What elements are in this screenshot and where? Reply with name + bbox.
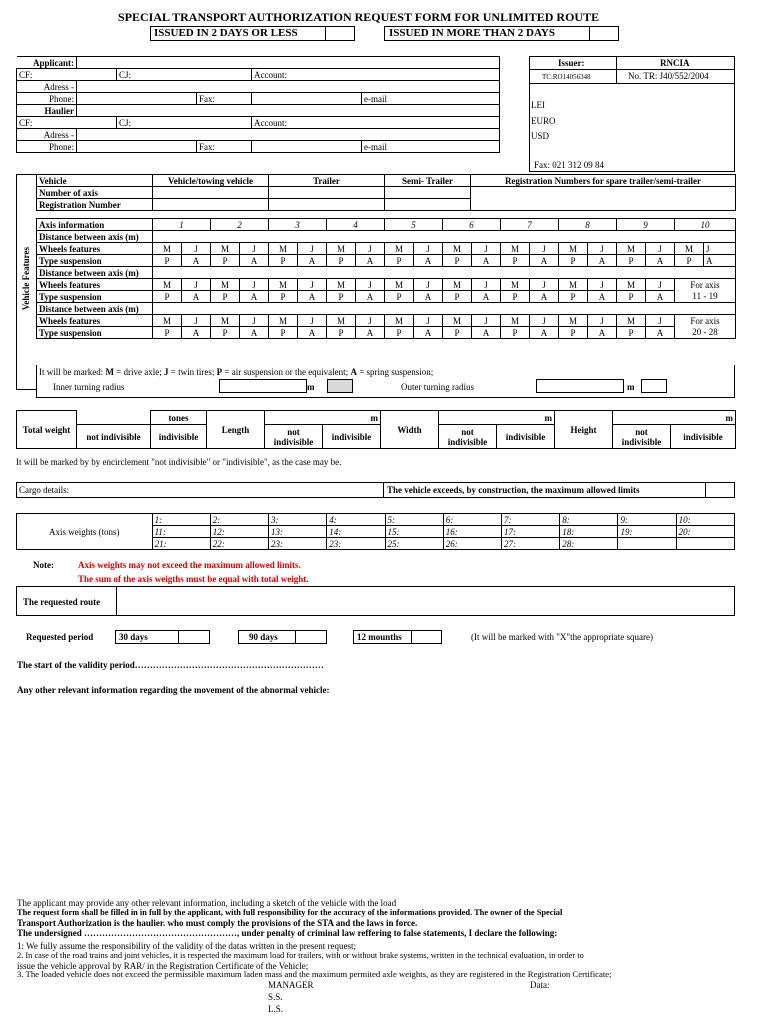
suspension-code[interactable]: P [501, 255, 530, 267]
wheel-code[interactable]: J [240, 243, 269, 255]
height-not-indivisible[interactable]: not indivisible [613, 425, 671, 449]
wheel-code[interactable]: M [211, 243, 240, 255]
suspension-code[interactable]: P [443, 255, 472, 267]
suspension-code[interactable]: A [414, 255, 443, 267]
vehicle-col-label: Vehicle [37, 175, 153, 187]
applicant-phone-label: Phone: [17, 93, 77, 105]
wheel-code[interactable]: M [617, 243, 646, 255]
weight-indivisible[interactable]: indivisible [151, 425, 207, 449]
suspension-code[interactable]: P [327, 255, 356, 267]
suspension-code[interactable]: P [211, 327, 240, 339]
period-hint: (It will be marked with "X"the appropriate square) [471, 632, 654, 642]
axis-weight-cell[interactable]: 1: [152, 514, 210, 526]
distance-axis-label: Distance between axis (m) [37, 267, 153, 279]
axis-weight-cell[interactable]: 15: [385, 526, 443, 538]
period-90-days-checkbox[interactable] [295, 630, 327, 644]
axis-number: 8 [559, 219, 617, 231]
suspension-code[interactable]: P [617, 255, 646, 267]
axis-weight-cell[interactable]: 14: [327, 526, 385, 538]
wheel-code[interactable]: J [588, 243, 617, 255]
wheel-code[interactable]: M [211, 279, 240, 291]
suspension-code[interactable]: P [153, 255, 182, 267]
length-label: Length [207, 411, 265, 449]
width-label: Width [381, 411, 439, 449]
wheel-code[interactable]: J [298, 243, 327, 255]
towing-vehicle-col: Vehicle/towing vehicle [153, 175, 269, 187]
applicant-haulier-table [16, 56, 500, 153]
suspension-code[interactable]: P [327, 327, 356, 339]
wheel-code[interactable]: M [617, 279, 646, 291]
axis-weight-cell[interactable]: 2: [210, 514, 268, 526]
registration-number-label: Registration Number [37, 199, 153, 211]
height-unit: m [725, 412, 733, 423]
suspension-code[interactable]: A [588, 255, 617, 267]
axis-weight-cell[interactable]: 16: [443, 526, 501, 538]
applicant-cf-field[interactable]: CF: [17, 69, 117, 81]
axis-weight-cell[interactable]: 28: [560, 538, 618, 550]
axis-weight-cell[interactable]: 9: [618, 514, 676, 526]
axis-weight-cell[interactable]: 13: [269, 526, 327, 538]
suspension-code[interactable]: P [211, 291, 240, 303]
applicant-account-field[interactable]: Account: [252, 69, 500, 81]
vehicle-exceeds-checkbox[interactable] [706, 483, 734, 497]
issuer-name: RNCIA [660, 58, 690, 68]
trailer-col: Trailer [269, 175, 385, 187]
wheel-code[interactable]: J [182, 243, 211, 255]
wheel-code[interactable]: J [240, 315, 269, 327]
note-axis-limits: Axis weights may not exceed the maximum allowed limits. [78, 560, 301, 570]
wheel-code[interactable]: J [298, 315, 327, 327]
period-90-days: 90 days [238, 630, 296, 644]
wheels-features-label: Wheels features [37, 243, 153, 255]
axis-number: 3 [269, 219, 327, 231]
suspension-code[interactable]: A [240, 291, 269, 303]
other-info-label: Any other relevant information regarding the movement of the abnormal vehicle: [17, 685, 330, 695]
suspension-code[interactable]: P [501, 291, 530, 303]
wheel-code[interactable]: M [443, 279, 472, 291]
suspension-code[interactable]: A [298, 291, 327, 303]
period-12-months: 12 mounths [353, 630, 412, 644]
suspension-code[interactable]: A [414, 291, 443, 303]
axis-weight-cell[interactable]: 8: [560, 514, 618, 526]
wheel-code[interactable]: M [153, 243, 182, 255]
distance-axis-field[interactable] [153, 231, 736, 243]
requested-route-label: The requested route [23, 597, 101, 607]
tones-unit: tones [151, 411, 207, 425]
suspension-code[interactable]: P [443, 327, 472, 339]
suspension-code[interactable]: P [269, 291, 298, 303]
wheel-code[interactable]: M [211, 315, 240, 327]
axis-weight-cell[interactable]: 18: [560, 526, 618, 538]
suspension-code[interactable]: A [588, 291, 617, 303]
axis-number: 10 [675, 219, 736, 231]
vehicle-features-label: Vehicle Features [21, 247, 31, 311]
distance-axis-label: Distance between axis (m) [37, 303, 153, 315]
cargo-row [16, 482, 735, 498]
wheel-code[interactable]: J [588, 315, 617, 327]
wheel-code[interactable]: J [530, 243, 559, 255]
issued-long-label: ISSUED IN MORE THAN 2 DAYS [384, 26, 590, 41]
note-axis-sum: The sum of the axis weigths must be equal with total weight. [78, 574, 309, 584]
wheel-code[interactable]: J [588, 279, 617, 291]
axis-weight-empty [676, 538, 734, 550]
axis-number: 9 [617, 219, 675, 231]
vehicle-axis-table [36, 218, 736, 339]
stamp-ls: L.S. [268, 1004, 284, 1014]
haulier-cj-field[interactable]: CJ: [117, 117, 252, 129]
wheel-code[interactable]: J [182, 315, 211, 327]
currency-lei: LEI [531, 100, 545, 110]
axis-weights-table [16, 513, 735, 550]
suspension-code[interactable]: P [501, 327, 530, 339]
issuer-block [529, 56, 735, 172]
suspension-code[interactable]: A [356, 327, 385, 339]
vehicle-exceeds-label: The vehicle exceeds, by construction, the maximum allowed limits [387, 485, 640, 495]
suspension-code[interactable]: P [617, 291, 646, 303]
for-axis-label: For axis [690, 315, 720, 326]
suspension-code[interactable]: A [182, 327, 211, 339]
axis-weight-cell[interactable]: 7: [501, 514, 559, 526]
axis-number: 2 [211, 219, 269, 231]
suspension-code[interactable]: A [530, 327, 559, 339]
spare-reg-col: Registration Numbers for spare trailer/semi-trailer [471, 175, 736, 187]
suspension-code[interactable]: P [617, 327, 646, 339]
wheel-code[interactable]: J [530, 279, 559, 291]
height-indivisible[interactable]: indivisible [671, 425, 736, 449]
suspension-code[interactable]: A [182, 255, 211, 267]
wheel-code[interactable]: M [675, 243, 704, 255]
inner-radius-shaded [327, 379, 353, 393]
haulier-account-field[interactable]: Account: [252, 117, 500, 129]
suspension-code[interactable]: P [327, 291, 356, 303]
issued-short-checkbox[interactable] [325, 26, 355, 41]
suspension-code[interactable]: P [153, 327, 182, 339]
suspension-code[interactable]: A [240, 255, 269, 267]
wheel-code[interactable]: J [240, 279, 269, 291]
axis-weight-cell[interactable]: 5: [385, 514, 443, 526]
declaration-item-3: 3. The loaded vehicle does not exceed the permissible maximum laden mass and the maximum permited axle weights, as they are registered in the Registration Certificate; [17, 969, 612, 979]
applicant-email-field[interactable]: e-mail [362, 93, 500, 105]
axis-information-label: Axis information [37, 219, 153, 231]
declaration-item-1: 1: We fully assume the responsibility of the validity of the datas written in the present request; [17, 941, 357, 951]
haulier-cf-field[interactable]: CF: [17, 117, 117, 129]
axis-number: 6 [443, 219, 501, 231]
wheel-code[interactable]: J [646, 243, 675, 255]
wheel-code[interactable]: J [298, 279, 327, 291]
applicant-name-field[interactable] [77, 57, 500, 69]
date-label: Data: [530, 980, 550, 990]
outer-radius-unit: m [627, 382, 635, 392]
inner-radius-field[interactable] [219, 379, 307, 393]
length-field[interactable] [265, 411, 381, 425]
other-info-area[interactable] [17, 700, 735, 890]
width-indivisible[interactable]: indivisible [497, 425, 555, 449]
length-indivisible[interactable]: indivisible [323, 425, 381, 449]
total-weight-label: Total weight [17, 411, 77, 449]
towing-axis-field[interactable] [153, 187, 269, 199]
haulier-fax-field[interactable] [252, 141, 362, 153]
axis-weight-cell[interactable]: 10: [676, 514, 734, 526]
haulier-fax-label: Fax: [197, 141, 252, 153]
wheel-code[interactable]: M [617, 315, 646, 327]
trailer-reg-field[interactable] [269, 199, 385, 211]
signature-ss: S.S. [268, 992, 283, 1002]
declaration-item-2b: issue the vehicle approval by RAR/ in the Registration Certificate of the Vehicle; [17, 961, 309, 971]
outer-radius-label: Outer turning radius [401, 382, 474, 392]
haulier-phone-field[interactable] [77, 141, 197, 153]
axis-weight-cell[interactable]: 4: [327, 514, 385, 526]
footer-line-1: The applicant may provide any other relevant information, including a sketch of the vehicle with the load [17, 898, 397, 908]
wheel-code[interactable]: M [269, 243, 298, 255]
wheel-code[interactable]: M [153, 279, 182, 291]
validity-period[interactable]: The start of the validity period……………………………………………………… [17, 660, 324, 670]
axis-weight-cell[interactable]: 19: [618, 526, 676, 538]
inner-radius-label: Inner turning radius [53, 382, 125, 392]
wheel-code[interactable]: J [472, 279, 501, 291]
suspension-code[interactable]: A [472, 291, 501, 303]
type-suspension-label: Type suspension [37, 327, 153, 339]
wheel-code[interactable]: J [414, 315, 443, 327]
axis-weight-cell[interactable]: 6: [443, 514, 501, 526]
suspension-code[interactable]: A [646, 291, 675, 303]
wheel-code[interactable]: M [443, 243, 472, 255]
axis-weight-cell[interactable]: 22: [210, 538, 268, 550]
distance-axis-label: Distance between axis (m) [37, 231, 153, 243]
height-field[interactable] [613, 411, 736, 425]
outer-radius-box[interactable] [641, 379, 667, 393]
inner-radius-unit: m [307, 382, 315, 392]
note-label: Note: [33, 560, 54, 570]
width-unit: m [544, 412, 552, 423]
requested-period-label: Requested period [26, 632, 94, 642]
footer-line-4: The undersigned ……………………………………………, under penalty of criminal law reffering to false statements, I declare the following: [17, 928, 558, 938]
period-12-months-checkbox[interactable] [411, 630, 442, 644]
axis-weight-cell[interactable]: 21: [152, 538, 210, 550]
axis-weight-cell[interactable]: 26: [443, 538, 501, 550]
suspension-code[interactable]: A [704, 255, 736, 267]
form-title: SPECIAL TRANSPORT AUTHORIZATION REQUEST FORM FOR UNLIMITED ROUTE [118, 10, 600, 24]
issuer-tr-number: No. TR: J40/552/2004 [628, 71, 709, 81]
manager-label: MANAGER [268, 980, 314, 990]
wheel-code[interactable]: M [559, 279, 588, 291]
haulier-heading: Haulier [17, 105, 77, 117]
wheel-code[interactable]: M [327, 279, 356, 291]
number-of-axis-label: Number of axis [37, 187, 153, 199]
issuer-code: TC:RO14056348 [542, 73, 591, 81]
suspension-code[interactable]: A [356, 255, 385, 267]
wheel-code[interactable]: J [356, 279, 385, 291]
width-field[interactable] [439, 411, 555, 425]
axis-weight-cell[interactable]: 25: [385, 538, 443, 550]
wheel-code[interactable]: M [501, 243, 530, 255]
suspension-code[interactable]: A [182, 291, 211, 303]
haulier-email-field[interactable]: e-mail [362, 141, 500, 153]
wheel-code[interactable]: J [646, 315, 675, 327]
suspension-code[interactable]: P [385, 255, 414, 267]
dimensions-table [16, 410, 736, 449]
wheel-code[interactable]: M [501, 279, 530, 291]
suspension-code[interactable]: P [559, 327, 588, 339]
outer-radius-field[interactable] [536, 379, 624, 393]
issued-long-checkbox[interactable] [589, 26, 619, 41]
cargo-details-label: Cargo details: [19, 485, 70, 495]
suspension-code[interactable]: P [269, 327, 298, 339]
length-unit: m [370, 412, 378, 423]
semi-trailer-col: Semi- Trailer [385, 175, 471, 187]
requested-route-field[interactable] [117, 587, 734, 615]
axis-weight-cell[interactable]: 3: [269, 514, 327, 526]
wheel-code[interactable]: M [269, 315, 298, 327]
spare-reg-field[interactable] [471, 187, 736, 211]
wheel-code[interactable]: J [704, 243, 736, 255]
applicant-fax-field[interactable] [252, 93, 362, 105]
axis-weight-cell[interactable]: 20: [676, 526, 734, 538]
wheel-code[interactable]: J [414, 279, 443, 291]
suspension-code[interactable]: P [269, 255, 298, 267]
type-suspension-label: Type suspension [37, 255, 153, 267]
axis-number: 1 [153, 219, 211, 231]
towing-reg-field[interactable] [153, 199, 269, 211]
semi-reg-field[interactable] [385, 199, 471, 211]
axis-weight-cell[interactable]: 12: [210, 526, 268, 538]
suspension-code[interactable]: P [385, 291, 414, 303]
vehicle-top-table [36, 174, 736, 211]
issuer-fax: Fax: 021 312 09 84 [534, 160, 605, 170]
weight-not-indivisible[interactable]: not indivisible [77, 425, 151, 449]
suspension-code[interactable]: A [530, 255, 559, 267]
dimensions-note: It will be marked by by encirclement "not indivisible" or "indivisible", as the case may be. [16, 457, 342, 467]
applicant-cj-field[interactable]: CJ: [117, 69, 252, 81]
for-axis-11-19 [675, 279, 736, 303]
wheel-code[interactable]: M [559, 243, 588, 255]
wheel-code[interactable]: J [646, 279, 675, 291]
currency-usd: USD [531, 131, 550, 141]
wheel-code[interactable]: M [153, 315, 182, 327]
suspension-code[interactable]: P [443, 291, 472, 303]
width-not-indivisible[interactable]: not indivisible [439, 425, 497, 449]
period-30-days: 30 days [115, 630, 179, 644]
footer-line-3: Transport Authorization is the haulier. who must comply the provisions of the STA and the laws in force. [17, 918, 418, 928]
axis-weight-cell[interactable]: 27: [501, 538, 559, 550]
suspension-code[interactable]: A [240, 327, 269, 339]
semi-axis-field[interactable] [385, 187, 471, 199]
distance-axis-field[interactable] [153, 267, 736, 279]
axis-weight-cell[interactable]: 23: [269, 538, 327, 550]
axis-weight-empty [618, 538, 676, 550]
issuer-label: Issuer: [558, 58, 585, 68]
axis-number: 5 [385, 219, 443, 231]
wheel-code[interactable]: J [472, 243, 501, 255]
suspension-code[interactable]: P [559, 255, 588, 267]
type-suspension-label: Type suspension [37, 291, 153, 303]
footer-line-2: The request form shall be filled in in full by the applicant, with full responsibility for the accuracy of the informations provided. The owner of the Special [17, 908, 563, 917]
trailer-axis-field[interactable] [269, 187, 385, 199]
suspension-code[interactable]: P [385, 327, 414, 339]
length-not-indivisible[interactable]: not indivisible [265, 425, 323, 449]
wheels-features-label: Wheels features [37, 315, 153, 327]
applicant-address-field[interactable] [77, 81, 500, 93]
applicant-address-label: Adress - [17, 81, 77, 93]
legend-box [36, 365, 735, 398]
axis-number: 7 [501, 219, 559, 231]
wheel-code[interactable]: M [501, 315, 530, 327]
suspension-code[interactable]: P [153, 291, 182, 303]
wheel-code[interactable]: J [472, 315, 501, 327]
period-30-days-checkbox[interactable] [178, 630, 210, 644]
suspension-code[interactable]: A [356, 291, 385, 303]
wheel-code[interactable]: M [269, 279, 298, 291]
declaration-item-2a: 2. In case of the road trains and joint vehicles, it is respected the maximum load for trailers, with or without brake systems, written in the technical evaluation, in order to [17, 951, 584, 960]
suspension-code[interactable]: A [414, 327, 443, 339]
suspension-code[interactable]: A [646, 255, 675, 267]
wheel-code[interactable]: M [443, 315, 472, 327]
wheel-code[interactable]: M [327, 243, 356, 255]
distance-axis-field[interactable] [153, 303, 736, 315]
issued-short-label: ISSUED IN 2 DAYS OR LESS [150, 26, 326, 41]
suspension-code[interactable]: A [646, 327, 675, 339]
wheel-code[interactable]: M [327, 315, 356, 327]
for-axis-20-28 [675, 315, 736, 339]
suspension-code[interactable]: A [530, 291, 559, 303]
applicant-fax-label: Fax: [197, 93, 252, 105]
legend-text: It will be marked: M = drive axle; J = twin tires; P = air suspension or the equivalent; A = spring suspension; [39, 367, 434, 377]
suspension-code[interactable]: A [472, 255, 501, 267]
suspension-code[interactable]: P [559, 291, 588, 303]
wheel-code[interactable]: M [385, 279, 414, 291]
currency-euro: EURO [531, 116, 556, 126]
wheel-code[interactable]: J [530, 315, 559, 327]
haulier-name-field[interactable] [77, 105, 500, 117]
wheels-features-label: Wheels features [37, 279, 153, 291]
suspension-code[interactable]: A [472, 327, 501, 339]
suspension-code[interactable]: A [298, 255, 327, 267]
wheel-code[interactable]: M [559, 315, 588, 327]
wheel-code[interactable]: J [414, 243, 443, 255]
for-axis-range: 20 - 28 [692, 326, 718, 337]
wheel-code[interactable]: J [182, 279, 211, 291]
suspension-code[interactable]: A [588, 327, 617, 339]
wheel-code[interactable]: J [356, 315, 385, 327]
suspension-code[interactable]: P [675, 255, 704, 267]
vehicle-features-side [16, 174, 36, 390]
suspension-code[interactable]: A [298, 327, 327, 339]
axis-weight-cell[interactable]: 11: [152, 526, 210, 538]
wheel-code[interactable]: J [356, 243, 385, 255]
haulier-address-label: Adress - [17, 129, 77, 141]
applicant-phone-field[interactable] [77, 93, 197, 105]
axis-weights-label: Axis weights (tons) [17, 514, 153, 550]
applicant-heading: Applicant: [17, 57, 77, 69]
suspension-code[interactable]: P [211, 255, 240, 267]
axis-weight-cell[interactable]: 23: [327, 538, 385, 550]
for-axis-range: 11 - 19 [692, 290, 718, 301]
height-label: Height [555, 411, 613, 449]
axis-number: 4 [327, 219, 385, 231]
axis-weight-cell[interactable]: 17: [501, 526, 559, 538]
wheel-code[interactable]: M [385, 243, 414, 255]
route-row [16, 586, 735, 616]
for-axis-label: For axis [690, 279, 720, 290]
wheel-code[interactable]: M [385, 315, 414, 327]
haulier-phone-label: Phone: [17, 141, 77, 153]
haulier-address-field[interactable] [77, 129, 500, 141]
